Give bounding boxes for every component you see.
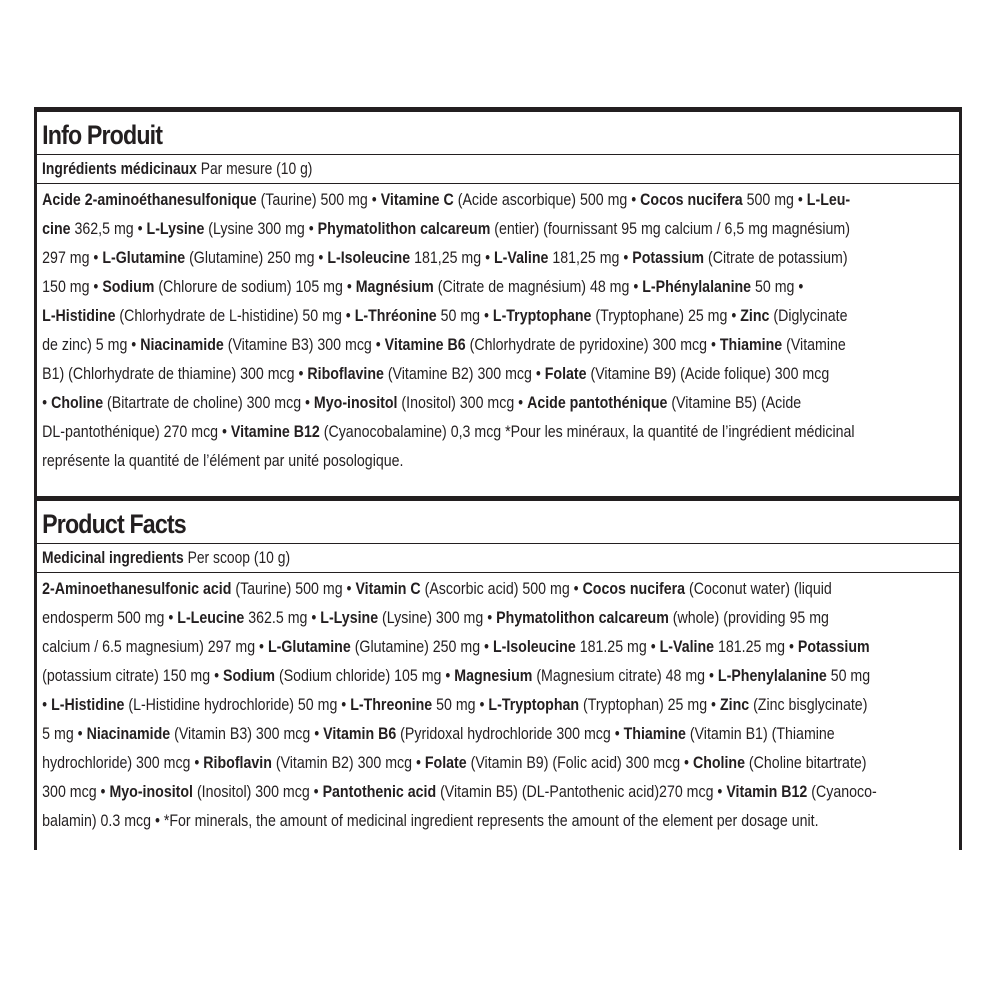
text-line (42, 215, 957, 244)
ingredient-name: L-Glutamine (102, 249, 186, 267)
ingredients-text-en (37, 573, 962, 836)
ingredient-name: L-Lysine (320, 609, 379, 627)
ingredient-detail: 181,25 mg • (410, 249, 494, 267)
text-line (42, 575, 957, 604)
label-panel (34, 107, 962, 850)
ingredient-name: L-Valine (493, 249, 549, 267)
ingredient-detail: (Cyanoco- (807, 783, 877, 801)
ingredient-detail: (Vitamin B9) (Folic acid) 300 mcg • (466, 754, 693, 772)
ingredient-detail: (Sodium chloride) 105 mg • (275, 667, 455, 685)
ingredient-name: Thiamine (623, 725, 686, 743)
ingredient-detail: (potassium citrate) 150 mg • (42, 667, 224, 685)
ingredient-name: Vitamine B6 (384, 336, 466, 354)
product-facts-section (37, 501, 959, 850)
ingredient-name: Acide 2-aminoéthanesulfonique (42, 191, 257, 209)
ingredient-name: Myo-inositol (109, 783, 193, 801)
ingredient-name: L-Isoleucine (327, 249, 411, 267)
ingredient-name: Folate (544, 365, 587, 383)
subhead-bold-en: Medicinal ingredients (42, 549, 184, 567)
text-line (42, 302, 957, 331)
text-line (42, 778, 957, 807)
ingredient-detail: balamin) 0.3 mcg • *For minerals, the amount of medicinal ingredient represents the amount of the element per dosage unit. (42, 812, 819, 830)
ingredient-name: L-Histidine (51, 696, 125, 714)
subhead-rest-fr: Par mesure (10 g) (196, 160, 313, 178)
text-line (42, 749, 957, 778)
ingredient-name: Vitamine C (380, 191, 454, 209)
ingredient-detail: 5 mg • (42, 725, 87, 743)
ingredient-name: L-Tryptophan (488, 696, 580, 714)
ingredient-name: Choline (51, 394, 104, 412)
text-line (42, 807, 957, 836)
ingredient-name: Vitamin C (355, 580, 421, 598)
ingredient-name: L-Leucine (177, 609, 245, 627)
text-line (42, 244, 957, 273)
ingredient-detail: (Inositol) 300 mcg • (192, 783, 323, 801)
text-line (42, 360, 957, 389)
ingredient-detail: 181.25 mg • (575, 638, 660, 656)
ingredient-detail: (Cyanocobalamine) 0,3 mcg *Pour les minéraux, la quantité de l’ingrédient médicinal (319, 423, 855, 441)
ingredient-detail: (Vitamin B1) (Thiamine (685, 725, 835, 743)
ingredient-detail: 50 mg • (436, 307, 493, 325)
ingredient-detail: 297 mg • (42, 249, 103, 267)
ingredient-detail: (Lysine) 300 mg • (378, 609, 497, 627)
ingredient-name: Magnesium (454, 667, 533, 685)
ingredient-detail: • (42, 696, 52, 714)
ingredient-name: Folate (424, 754, 467, 772)
text-line (42, 418, 957, 447)
ingredient-detail: (Citrate de magnésium) 48 mg • (433, 278, 643, 296)
text-line (42, 604, 957, 633)
ingredient-detail: représente la quantité de l’élément par unité posologique. (42, 452, 404, 470)
subhead-fr (37, 155, 956, 183)
ingredient-name: Thiamine (719, 336, 783, 354)
ingredient-name: Choline (692, 754, 745, 772)
ingredient-detail: (Chlorhydrate de pyridoxine) 300 mcg • (465, 336, 720, 354)
ingredient-detail: B1) (Chlorhydrate de thiamine) 300 mcg • (42, 365, 308, 383)
ingredient-detail: 50 mg • (432, 696, 489, 714)
text-line (42, 389, 957, 418)
ingredient-name: Niacinamide (86, 725, 171, 743)
ingredient-name: Sodium (102, 278, 155, 296)
ingredient-name: L-Lysine (146, 220, 205, 238)
ingredient-name: L-Glutamine (267, 638, 351, 656)
ingredient-detail: calcium / 6.5 magnesium) 297 mg • (42, 638, 268, 656)
ingredient-detail: (Tryptophan) 25 mg • (579, 696, 720, 714)
ingredient-name: Phymatolithon calcareum (317, 220, 491, 238)
ingredient-name: L-Tryptophane (492, 307, 592, 325)
ingredient-detail: (Magnesium citrate) 48 mg • (532, 667, 718, 685)
subhead-bold-fr: Ingrédients médicinaux (42, 160, 197, 178)
ingredient-name: Cocos nucifera (582, 580, 686, 598)
ingredient-name: Potassium (797, 638, 870, 656)
ingredient-detail: • (42, 394, 52, 412)
ingredient-name: Niacinamide (140, 336, 224, 354)
ingredient-detail: (whole) (providing 95 mg (668, 609, 829, 627)
ingredient-name: L-Phenylalanine (717, 667, 827, 685)
ingredient-detail: (Vitamin B3) 300 mcg • (170, 725, 324, 743)
ingredient-name: Myo-inositol (313, 394, 398, 412)
ingredient-detail: (Diglycinate (769, 307, 848, 325)
ingredient-name: L-Isoleucine (492, 638, 576, 656)
ingredient-name: Phymatolithon calcareum (496, 609, 669, 627)
ingredient-detail: DL-pantothénique) 270 mcg • (42, 423, 231, 441)
section-title-fr: Info Produit (42, 120, 163, 150)
subhead-en (37, 544, 956, 572)
ingredient-detail: (Bitartrate de choline) 300 mcg • (103, 394, 314, 412)
ingredient-name: Vitamine B12 (230, 423, 320, 441)
ingredient-name: Sodium (223, 667, 276, 685)
info-produit-section (37, 112, 959, 496)
text-line (42, 447, 957, 476)
ingredient-detail: hydrochloride) 300 mcg • (42, 754, 204, 772)
text-line (42, 186, 957, 215)
ingredient-detail: (Vitamine (782, 336, 846, 354)
ingredient-detail: (Chlorhydrate de L-histidine) 50 mg • (115, 307, 355, 325)
ingredient-detail: 150 mg • (42, 278, 103, 296)
ingredient-detail: (L-Histidine hydrochloride) 50 mg • (124, 696, 351, 714)
ingredient-detail: (Vitamin B2) 300 mcg • (271, 754, 425, 772)
ingredient-name: Vitamin B12 (726, 783, 808, 801)
ingredient-name: cine (42, 220, 71, 238)
ingredient-detail: (Chlorure de sodium) 105 mg • (154, 278, 356, 296)
ingredient-name: Zinc (719, 696, 750, 714)
ingredient-detail: 181.25 mg • (714, 638, 798, 656)
ingredient-name: Pantothenic acid (322, 783, 437, 801)
text-line (42, 633, 957, 662)
ingredient-detail: (Taurine) 500 mg • (256, 191, 381, 209)
ingredient-detail: (Acide ascorbique) 500 mg • (453, 191, 641, 209)
ingredient-name: L-Histidine (42, 307, 116, 325)
ingredient-detail: (Taurine) 500 mg • (231, 580, 356, 598)
ingredient-name: Potassium (632, 249, 705, 267)
ingredient-name: L-Phénylalanine (642, 278, 752, 296)
section-title-en: Product Facts (42, 509, 186, 539)
ingredient-detail: (Vitamine B9) (Acide folique) 300 mcg (586, 365, 830, 383)
ingredient-detail: (Vitamine B3) 300 mcg • (223, 336, 385, 354)
ingredient-name: 2-Aminoethanesulfonic acid (42, 580, 232, 598)
text-line (42, 662, 957, 691)
subhead-rest-en: Per scoop (10 g) (183, 549, 291, 567)
ingredient-detail: 300 mcg • (42, 783, 110, 801)
ingredient-detail: 181,25 mg • (548, 249, 633, 267)
ingredient-detail: (Citrate de potassium) (704, 249, 848, 267)
ingredient-detail: (Vitamine B5) (Acide (667, 394, 802, 412)
ingredient-detail: endosperm 500 mg • (42, 609, 178, 627)
ingredient-detail: (Tryptophane) 25 mg • (591, 307, 741, 325)
ingredient-detail: (Zinc bisglycinate) (749, 696, 868, 714)
ingredient-detail: 50 mg • (751, 278, 804, 296)
ingredient-name: L-Thréonine (354, 307, 437, 325)
ingredient-name: Acide pantothénique (527, 394, 668, 412)
ingredient-name: Riboflavin (203, 754, 272, 772)
ingredient-name: Riboflavine (307, 365, 384, 383)
ingredient-detail: (Glutamine) 250 mg • (185, 249, 328, 267)
ingredient-detail: (Glutamine) 250 mg • (350, 638, 493, 656)
ingredients-text-fr (37, 184, 962, 476)
ingredient-detail: (Ascorbic acid) 500 mg • (420, 580, 583, 598)
ingredient-name: Vitamin B6 (323, 725, 397, 743)
ingredient-detail: (Vitamine B2) 300 mcg • (383, 365, 545, 383)
ingredient-name: L-Threonine (350, 696, 433, 714)
ingredient-detail: 362.5 mg • (244, 609, 321, 627)
ingredient-detail: (Coconut water) (liquid (685, 580, 832, 598)
ingredient-name: L-Valine (659, 638, 715, 656)
ingredient-detail: (Choline bitartrate) (744, 754, 867, 772)
text-line (42, 273, 957, 302)
ingredient-detail: 362,5 mg • (70, 220, 147, 238)
ingredient-detail: (Lysine 300 mg • (204, 220, 318, 238)
ingredient-detail: (Pyridoxal hydrochloride 300 mcg • (396, 725, 624, 743)
ingredient-detail: 50 mg (826, 667, 871, 685)
ingredient-name: Zinc (740, 307, 770, 325)
ingredient-detail: (entier) (fournissant 95 mg calcium / 6,5 mg magnésium) (490, 220, 850, 238)
ingredient-detail: 500 mg • (742, 191, 807, 209)
text-line (42, 691, 957, 720)
text-line (42, 720, 957, 749)
ingredient-detail: (Inositol) 300 mcg • (397, 394, 528, 412)
ingredient-name: Cocos nucifera (640, 191, 743, 209)
ingredient-detail: de zinc) 5 mg • (42, 336, 141, 354)
text-line (42, 331, 957, 360)
ingredient-name: L-Leu- (806, 191, 851, 209)
ingredient-name: Magnésium (355, 278, 434, 296)
ingredient-detail: (Vitamin B5) (DL-Pantothenic acid)270 mcg • (436, 783, 727, 801)
